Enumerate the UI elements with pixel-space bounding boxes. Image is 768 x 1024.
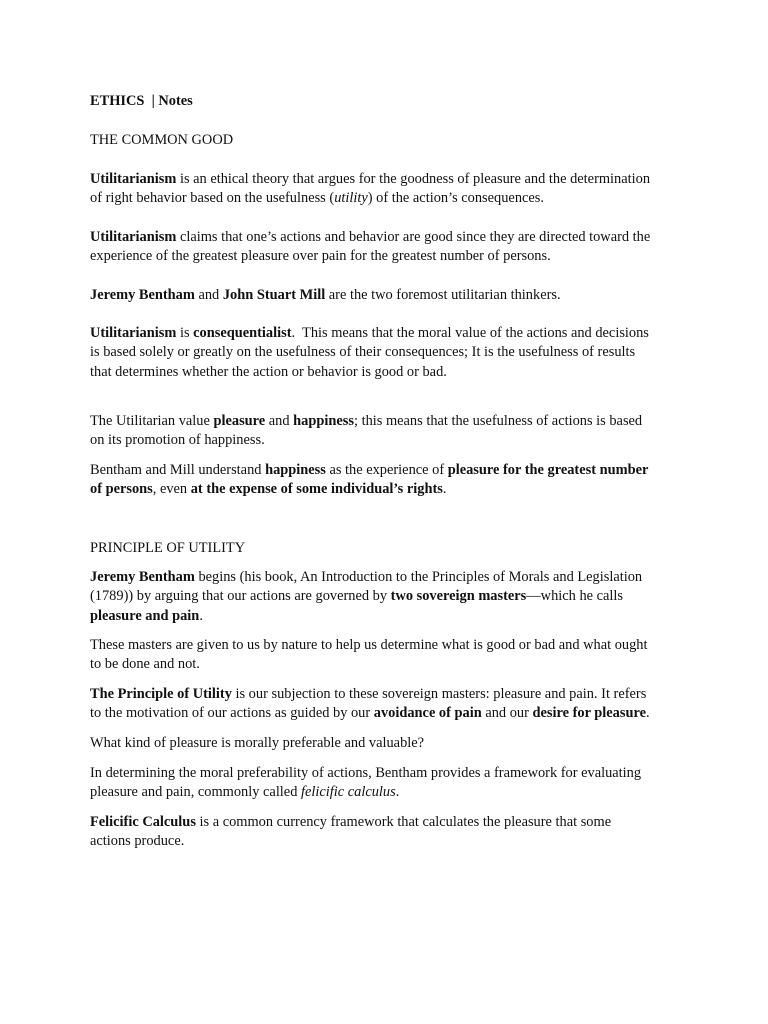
term-utilitarianism: Utilitarianism [90,229,177,245]
term-utilitarianism: Utilitarianism [90,171,177,187]
title-text: ETHICS [90,93,145,109]
name-mill: John Stuart Mill [222,287,326,303]
paragraph-bentham-book: Jeremy Bentham begins (his book, An Introduction to the Principles of Morals and Legislation (1789)) by arguing that our actions are governed by two sovereign masters—which he calls pleasure and pain. [90,569,643,624]
paragraph-question: What kind of pleasure is morally preferable and valuable? [90,735,425,751]
name-bentham: Jeremy Bentham [90,287,195,303]
term-felicific-calculus: felicific calculus [301,784,396,801]
paragraph-pleasure-happiness: The Utilitarian value pleasure and happiness; this means that the usefulness of actions is based on its promotion of happiness. [90,413,643,449]
paragraph-utilitarianism-claims: Utilitarianism claims that one’s actions and behavior are good since they are directed toward the experience of the greatest pleasure over pain for the greatest number of persons. [90,229,651,265]
paragraph-principle-of-utility: The Principle of Utility is our subjection to these sovereign masters: pleasure and pain. It refers to the motivation of our actions as guided by our avoidance of pain and our desire for pleasure. [90,686,650,722]
section-heading-principle-of-utility: PRINCIPLE OF UTILITY [90,540,246,556]
paragraph-utilitarianism-definition: Utilitarianism is an ethical theory that argues for the goodness of pleasure and the determination of right behavior based on the usefulness (utility) of the action’s consequences. [90,171,651,207]
paragraph-masters-nature: These masters are given to us by nature to help us determine what is good or bad and what ought to be done and not. [90,637,648,673]
section-heading-common-good: THE COMMON GOOD [90,132,234,148]
paragraph-thinkers: Jeremy Bentham and John Stuart Mill are the two foremost utilitarian thinkers. [90,287,561,303]
paragraph-felicific-definition: Felicific Calculus is a common currency framework that calculates the pleasure that some actions produce. [90,814,612,850]
term-utility: utility [334,190,368,207]
paragraph-bentham-mill-happiness: Bentham and Mill understand happiness as the experience of pleasure for the greatest number of persons, even at the expense of some individual’s rights. [90,462,649,498]
document-title [90,92,690,111]
paragraph-felicific-intro: In determining the moral preferability of actions, Bentham provides a framework for evaluating pleasure and pain, commonly called felicific calculus. [90,765,642,801]
paragraph-consequentialist: Utilitarianism is consequentialist. This means that the moral value of the actions and decisions is based solely or greatly on the usefulness of their consequences; It is the usefulness of results that determines whether the action or behavior is good or bad. [90,325,649,380]
title-separator: | Notes [151,93,193,109]
term-consequentialist: consequentialist [193,325,292,341]
